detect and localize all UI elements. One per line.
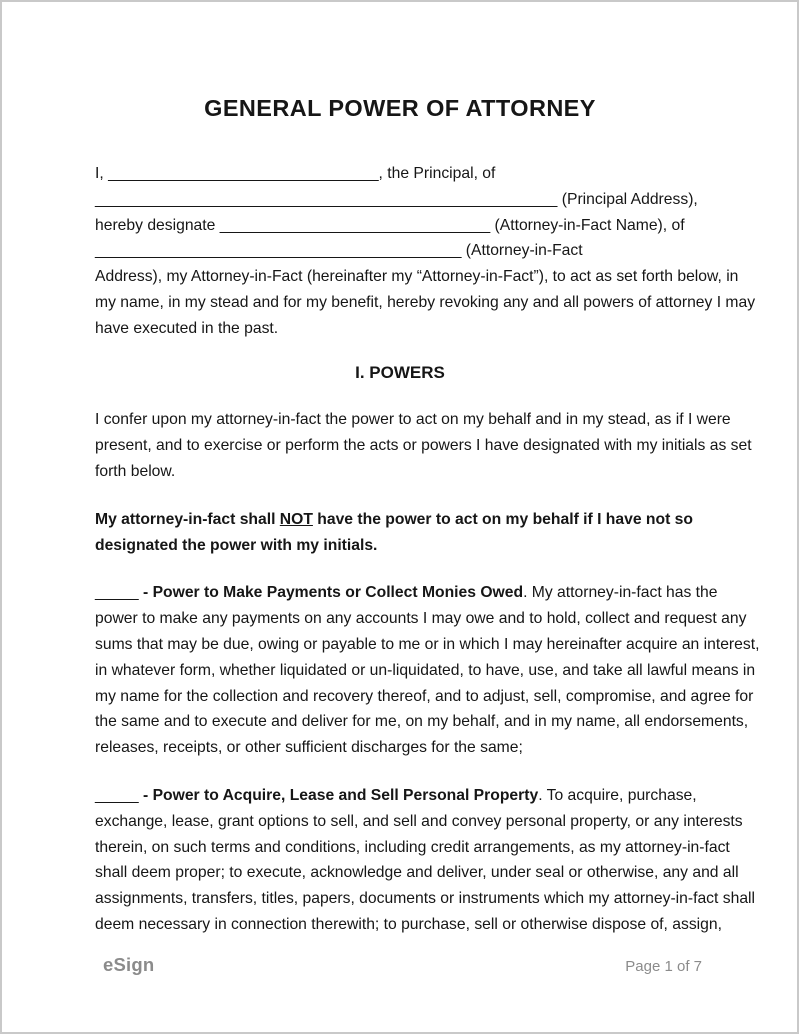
clause-title: - Power to Acquire, Lease and Sell Personal Property bbox=[142, 786, 539, 804]
section-heading-powers: I. POWERS bbox=[355, 362, 445, 382]
text-line: power to make any payments on any accounts I may owe and to hold, collect and request any bbox=[95, 610, 747, 628]
document-title: GENERAL POWER OF ATTORNEY bbox=[204, 95, 596, 121]
power-clause-payments bbox=[95, 580, 760, 761]
text-line: my name for the collection and recovery thereof, and to adjust, sell, compromise, and agree for bbox=[95, 687, 754, 705]
text-line: deem necessary in connection therewith; to purchase, sell or otherwise dispose of, assign, bbox=[95, 915, 722, 933]
text-line: therein, on such terms and conditions, including credit arrangements, as my attorney-in-fact bbox=[95, 838, 730, 856]
powers-intro-paragraph bbox=[95, 407, 752, 484]
text-line: sums that may be due, owing or payable to me or in which I may hereinafter acquire an interest, bbox=[95, 635, 760, 653]
text-line: Address), my Attorney-in-Fact (hereinafter my “Attorney-in-Fact”), to act as set forth below, in bbox=[95, 268, 739, 286]
text-line: forth below. bbox=[95, 462, 176, 480]
initials-notice-paragraph bbox=[95, 507, 705, 559]
initials-blank[interactable]: _____ bbox=[95, 786, 143, 804]
clause-title: - Power to Make Payments or Collect Monies Owed bbox=[142, 584, 524, 602]
text-line: I confer upon my attorney-in-fact the power to act on my behalf and in my stead, as if I were bbox=[95, 411, 731, 429]
clause-text: . To acquire, purchase, bbox=[538, 786, 697, 804]
text-line: __________________________________________ (Attorney-in-Fact bbox=[95, 242, 583, 260]
text-line: present, and to exercise or perform the acts or powers I have designated with my initials as set bbox=[95, 437, 752, 455]
text-line: designated the power with my initials. bbox=[95, 536, 378, 554]
text-line bbox=[95, 580, 718, 606]
text-line: shall deem proper; to execute, acknowledge and deliver, under seal or otherwise, any and all bbox=[95, 864, 739, 882]
document-content bbox=[2, 2, 797, 938]
page-indicator: Page 1 of 7 bbox=[625, 958, 702, 975]
notice-text: have the power to act on my behalf if I have not so bbox=[312, 510, 693, 528]
text-line bbox=[95, 507, 705, 533]
notice-text: My attorney-in-fact shall bbox=[95, 510, 280, 528]
power-clause-personal-property bbox=[95, 783, 756, 938]
initials-blank[interactable]: _____ bbox=[95, 584, 143, 602]
text-line bbox=[95, 783, 705, 809]
text-line: my name, in my stead and for my benefit, hereby revoking any and all powers of attorney I may bbox=[95, 293, 756, 311]
clause-text: . My attorney-in-fact has the bbox=[523, 584, 718, 602]
text-line: _____________________________________________________ (Principal Address), bbox=[95, 190, 698, 208]
text-line: releases, receipts, or other sufficient discharges for the same; bbox=[95, 739, 523, 757]
text-line: the same and to execute and deliver for me, on my behalf, and in my name, all endorsements, bbox=[95, 713, 749, 731]
intro-paragraph bbox=[95, 161, 756, 342]
text-line: exchange, lease, grant options to sell, and sell and convey personal property, or any interests bbox=[95, 812, 743, 830]
text-line: I, _______________________________, the Principal, of bbox=[95, 165, 496, 182]
text-line: in whatever form, whether liquidated or un-liquidated, to have, use, and take all lawful means in bbox=[95, 661, 756, 679]
text-line: assignments, transfers, titles, papers, documents or instruments which my attorney-in-fact shall bbox=[95, 890, 756, 908]
esign-logo: eSign bbox=[103, 954, 155, 975]
page-footer bbox=[103, 954, 702, 976]
text-line: have executed in the past. bbox=[95, 319, 279, 337]
text-line: hereby designate _______________________________ (Attorney-in-Fact Name), of bbox=[95, 216, 685, 234]
notice-not-emphasis: NOT bbox=[279, 510, 313, 528]
